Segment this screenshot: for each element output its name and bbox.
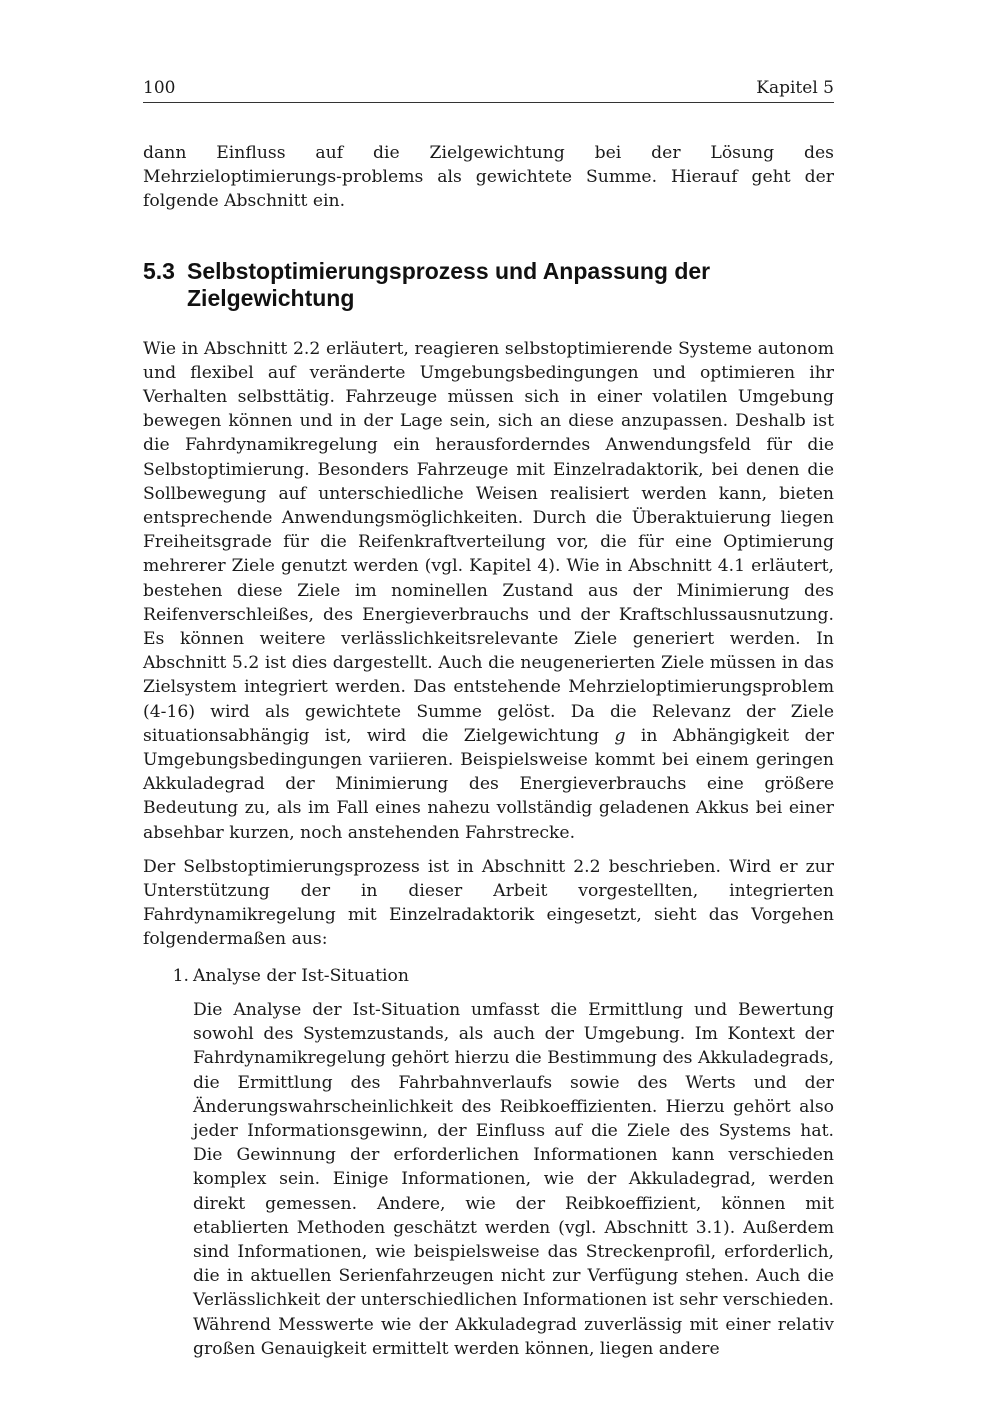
section-number: 5.3 [143,257,175,284]
list-item-body: Die Analyse der Ist-Situation umfasst die Ermittlung und Bewertung sowohl des Systemzustands, als auch der Umgebung. Im Kontext der Fahrdynamikregelung gehört hierzu die Bestimmung des Akkuladegrads, die Ermittlung des Fahrbahnverlaufs sowie des Werts und der Änderungswahrscheinlichkeit des Reibkoeffizienten. Hierzu gehört also jeder Informationsgewinn, der Einfluss auf die Ziele des Systems hat. Die Gewinnung der erforderlichen Informationen kann verschieden komplex sein. Einige Informationen, wie der Akkuladegrad, werden direkt gemessen. Andere, wie der Reibkoeffizient, können mit etablierten Methoden geschätzt werden (vgl. Abschnitt 3.1). Außerdem sind Informationen, wie beispielsweise das Streckenprofil, erforderlich, die in aktuellen Serienfahrzeugen nicht zur Verfügung stehen. Auch die Verlässlichkeit der unterschiedlichen Informationen ist sehr verschieden. Während Messwerte wie der Akkuladegrad zuverlässig mit einer relativ großen Genauigkeit ermittelt werden können, liegen andere [193,999,834,1359]
page [143,76,834,1361]
paragraph-1-text-b: in Abhängigkeit der Umgebungsbedingungen variieren. Beispielsweise kommt bei einem geringen Akkuladegrad der Minimierung des Energieverbrauchs eine größere Bedeutung zu, als im Fall eines nahezu vollständig geladenen Akkus bei einer absehbar kurzen, noch anstehenden Fahrstrecke. [143,725,835,843]
body-paragraph-2: Der Selbstoptimierungsprozess ist in Abschnitt 2.2 beschrieben. Wird er zur Unterstützung der in dieser Arbeit vorgestellten, integrierten Fahrdynamikregelung mit Einzelradaktorik eingesetzt, sieht das Vorgehen folgendermaßen aus: [143,856,834,950]
intro-paragraph: dann Einfluss auf die Zielgewichtung bei der Lösung des Mehrzieloptimierungs-problems als gewichtete Summe. Hierauf geht der folgende Abschnitt ein. [143,143,834,212]
list-item-title: Analyse der Ist-Situation [193,965,409,986]
section-heading [143,258,834,312]
list-item-number: 1. [172,965,189,986]
numbered-list [143,964,834,1361]
list-item [143,964,834,1361]
paragraph-1-text-a: Wie in Abschnitt 2.2 erläutert, reagieren selbstoptimierende Systeme autonom und flexibel auf veränderte Umgebungsbedingungen und optimieren ihr Verhalten selbsttätig. Fahrzeuge müssen sich in einer volatilen Umgebung bewegen können und in der Lage sein, sich an diese anzupassen. Deshalb ist die Fahrdynamikregelung ein herausforderndes Anwendungsfeld für die Selbstoptimierung. Besonders Fahrzeuge mit Einzelradaktorik, bei denen die Sollbewegung auf unterschiedliche Weisen realisiert werden kann, bieten entsprechende Anwendungsmöglichkeiten. Durch die Überaktuierung liegen Freiheitsgrade für die Reifenkraftverteilung vor, die für eine Optimierung mehrerer Ziele genutzt werden (vgl. Kapitel 4). Wie in Abschnitt 4.1 erläutert, bestehen diese Ziele im nominellen Zustand aus der Minimierung des Reifenverschleißes, des Energieverbrauchs und der Kraftschlussausnutzung. Es können weitere verlässlichkeitsrelevante Ziele generiert werden. In Abschnitt 5.2 ist dies dargestellt. Auch die neugenerierten Ziele müssen in das Zielsystem integriert werden. Das entstehende Mehrzieloptimierungsproblem (4-16) wird als gewichtete Summe gelöst. Da die Relevanz der Ziele situationsabhängig ist, wird die Zielgewichtung [143,338,834,746]
body-paragraph-1 [143,337,834,845]
list-item-head [143,964,834,988]
chapter-label: Kapitel 5 [756,78,834,98]
section-title: Selbstoptimierungsprozess und Anpassung der Zielgewichtung [187,257,711,311]
page-number: 100 [143,78,176,98]
running-head [143,76,834,103]
math-variable-g: g [614,725,626,746]
